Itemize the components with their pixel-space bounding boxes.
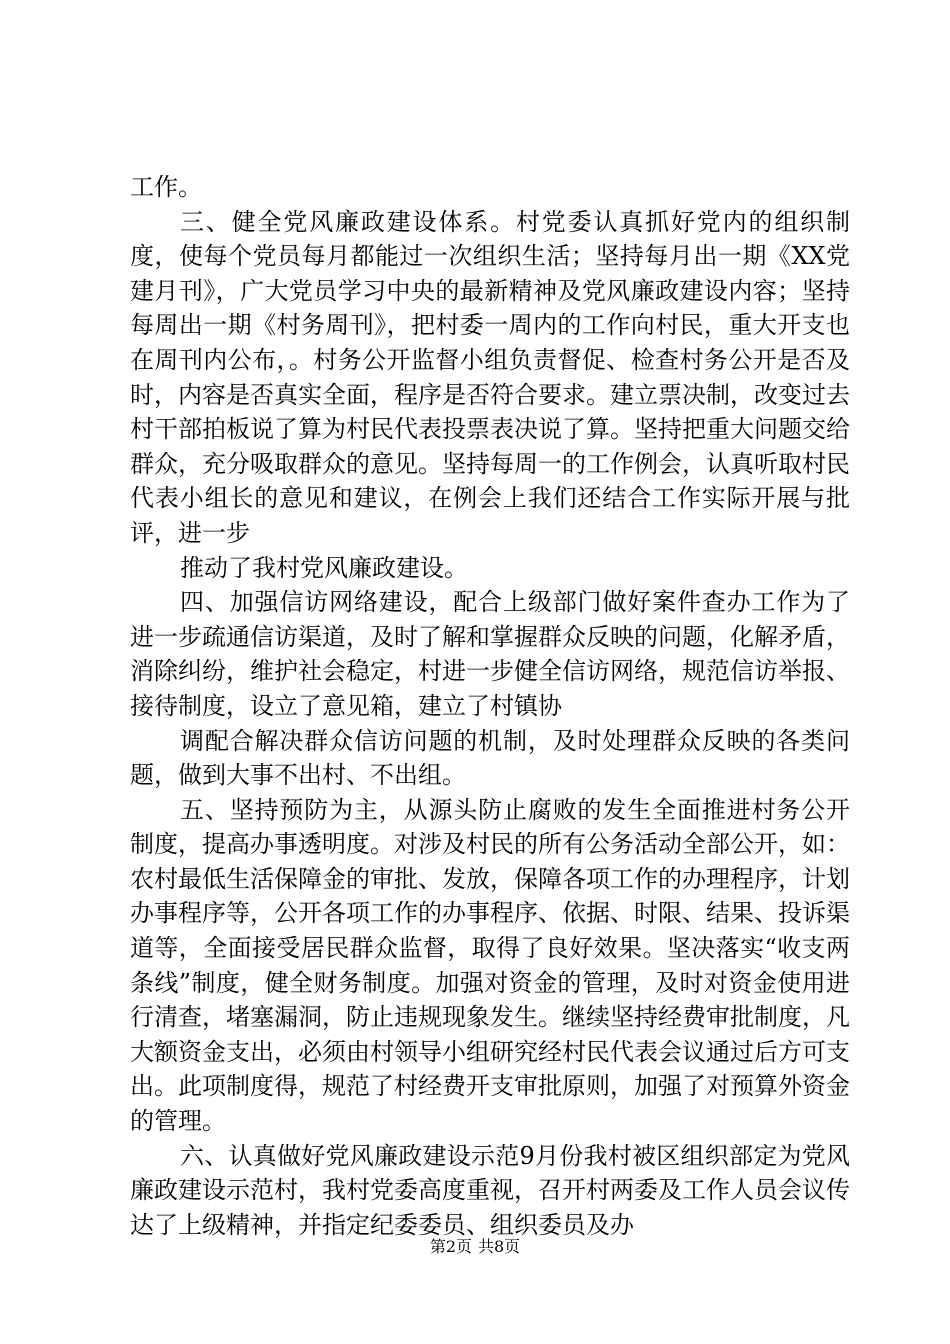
paragraph-section-four: 四、加强信访网络建设，配合上级部门做好案件查办工作为了进一步疏通信访渠道，及时了解和掌握群众反映的问题，化解矛盾，消除纠纷，维护社会稳定，村进一步健全信访网络，规范信访举报、接待制度，设立了意见箱，建立了村镇协 [130,588,850,720]
paragraph-section-three-end: 推动了我村党风廉政建设。 [180,553,468,582]
document-body [130,170,850,1242]
paragraph-section-four-end: 调配合解决群众信访问题的机制，及时处理群众反映的各类问题，做到大事不出村、不出组。 [130,726,850,790]
paragraph-section-five: 五、坚持预防为主，从源头防止腐败的发生全面推进村务公开制度，提高办事透明度。对涉及村民的所有公务活动全部公开，如：农村最低生活保障金的审批、发放，保障各项工作的办理程序，计划办事程序等，公开各项工作的办事程序、依据、时限、结果、投诉渠道等，全面接受居民群众监督，取得了良好效果。坚决落实“收支两条线”制度，健全财务制度。加强对资金的管理，及时对资金使用进行清查，堵塞漏洞，防止违规现象发生。继续坚持经费审批制度，凡大额资金支出，必须由村领导小组研究经村民代表会议通过后方可支出。此项制度得，规范了村经费开支审批原则，加强了对预算外资金的管理。 [130,795,850,1136]
page-number: 第2页 [429,1237,472,1256]
page-footer [0,1236,950,1258]
page-total: 共8页 [478,1237,521,1256]
paragraph-continuation: 工作。 [130,173,202,201]
paragraph-section-three: 三、健全党风廉政建设体系。村党委认真抓好党内的组织制度，使每个党员每月都能过一次组织生活；坚持每月出一期《XX党建月刊》，广大党员学习中央的最新精神及党风廉政建设内容；坚持每周出一期《村务周刊》，把村委一周内的工作向村民，重大开支也在周刊内公布，。村务公开监督小组负责督促、检查村务公开是否及时，内容是否真实全面，程序是否符合要求。建立票决制，改变过去村干部拍板说了算为村民代表投票表决说了算。坚持把重大问题交给群众，充分吸取群众的意见。坚持每周一的工作例会，认真听取村民代表小组长的意见和建议，在例会上我们还结合工作实际开展与批评，进一步 [130,207,850,547]
paragraph-section-six: 六、认真做好党风廉政建设示范9月份我村被区组织部定为党风廉政建设示范村，我村党委高度重视，召开村两委及工作人员会议传达了上级精神，并指定纪委委员、组织委员及办 [130,1141,850,1239]
